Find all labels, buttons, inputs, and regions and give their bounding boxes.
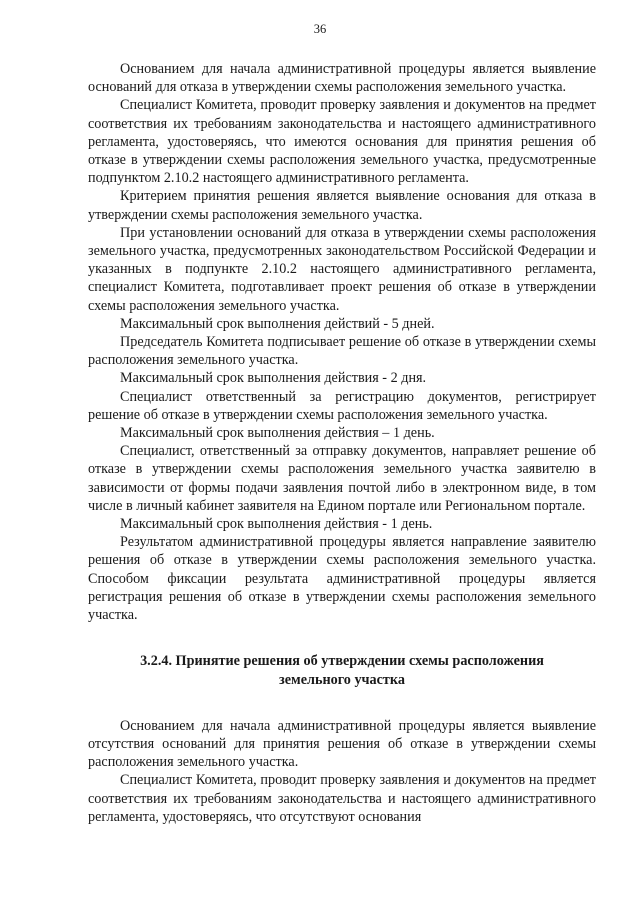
paragraph: Специалист ответственный за регистрацию документов, регистрирует решение об отказе в утверждении схемы расположения земельного участка. bbox=[88, 388, 596, 423]
paragraph: Результатом административной процедуры является направление заявителю решения об отказе в утверждении схемы расположения земельного участка. Способом фиксации результата административной процедуры является регистрация решения об отказе в утверждении схемы расположения земельного участка. bbox=[88, 534, 596, 624]
paragraph: Специалист Комитета, проводит проверку заявления и документов на предмет соответствия их требованиям законодательства и настоящего административного регламента, удостоверяясь, что отсутствуют основания bbox=[88, 772, 596, 825]
paragraph: Основанием для начала административной процедуры является выявление оснований для отказа в утверждении схемы расположения земельного участка. bbox=[88, 61, 596, 96]
paragraph: Максимальный срок выполнения действия - 1 день. bbox=[120, 516, 433, 533]
paragraph: Председатель Комитета подписывает решение об отказе в утверждении схемы расположения земельного участка. bbox=[88, 334, 596, 369]
paragraph: Максимальный срок выполнения действия – 1 день. bbox=[120, 425, 435, 442]
paragraph: Максимальный срок выполнения действия - 2 дня. bbox=[120, 370, 427, 387]
document-body bbox=[88, 60, 596, 826]
paragraph: Критерием принятия решения является выявление основания для отказа в утверждении схемы расположения земельного участка. bbox=[88, 188, 596, 223]
paragraph: Основанием для начала административной процедуры является выявление отсутствия оснований для принятия решения об отказе в утверждении схемы расположения земельного участка. bbox=[88, 717, 596, 771]
page-number: 36 bbox=[313, 22, 327, 36]
section-heading: 3.2.4. Принятие решения об утверждении схемы расположения земельного участка bbox=[140, 653, 544, 688]
paragraph: При установлении оснований для отказа в утверждении схемы расположения земельного участка, предусмотренных законодательством Российской Федерации и указанных в подпункте 2.10.2 настоящего административного регламента, специалист Комитета, подготавливает проект решения об отказе в утверждении схемы расположения земельного участка. bbox=[88, 224, 596, 314]
paragraph: Специалист, ответственный за отправку документов, направляет решение об отказе в утверждении схемы расположения земельного участка заявителю в зависимости от формы подачи заявления почтой либо в электронном виде, в том числе в личный кабинет заявителя на Едином портале или Региональном портале. bbox=[88, 443, 596, 514]
paragraph: Специалист Комитета, проводит проверку заявления и документов на предмет соответствия их требованиям законодательства и настоящего административного регламента, удостоверяясь, что имеются основания для принятия решения об отказе в утверждении схемы расположения земельного участка, предусмотренные подпунктом 2.10.2 настоящего административного регламента. bbox=[88, 97, 596, 187]
paragraph: Максимальный срок выполнения действий - 5 дней. bbox=[120, 315, 435, 332]
